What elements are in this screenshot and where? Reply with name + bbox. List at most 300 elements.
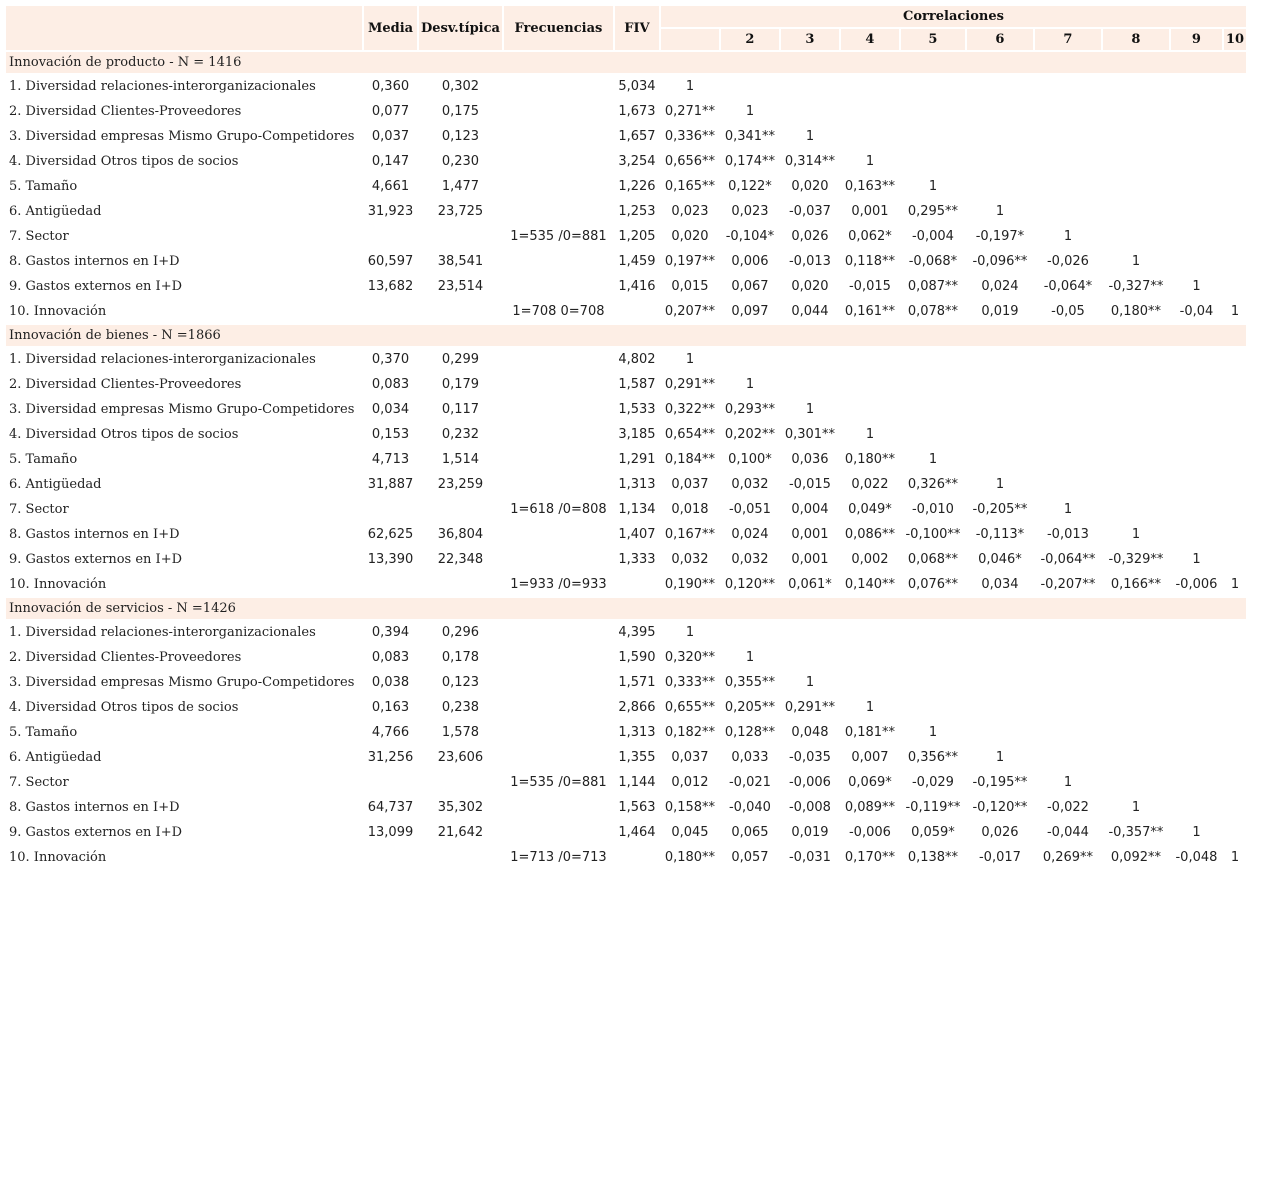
corr-value-6: 0,019 — [981, 304, 1019, 319]
table-row — [6, 548, 1246, 571]
fiv-value: 1,313 — [618, 477, 656, 492]
corr-value-10: 1 — [1230, 850, 1240, 865]
frecuencias-value: 1=708 0=708 — [512, 304, 605, 319]
corr-value-3 — [781, 100, 839, 123]
fiv-value: 1,333 — [618, 552, 656, 567]
corr-value-3: 0,044 — [791, 304, 829, 319]
table-row — [6, 250, 1246, 273]
desv-value: 1,477 — [441, 179, 480, 194]
corr-value-7 — [1035, 150, 1101, 173]
frecuencias-value — [504, 548, 613, 571]
corr-value-7 — [1035, 746, 1101, 769]
desv-value: 1,514 — [441, 452, 480, 467]
corr-value-6: -0,113* — [975, 527, 1025, 542]
corr-value-4: 0,181** — [844, 725, 896, 740]
corr-value-4 — [841, 671, 899, 694]
variable-label: 8. Gastos internos en I+D — [9, 254, 180, 269]
media-value: 0,163 — [371, 700, 410, 715]
corr-value-5 — [901, 75, 965, 98]
corr-value-4: 0,022 — [851, 477, 889, 492]
table-row — [6, 498, 1246, 521]
corr-value-4: 0,089** — [844, 800, 896, 815]
frecuencias-value — [504, 621, 613, 644]
corr-value-2: 0,024 — [731, 527, 769, 542]
fiv-value: 1,464 — [618, 825, 656, 840]
corr-value-5: 0,078** — [907, 304, 959, 319]
corr-value-8 — [1103, 671, 1169, 694]
corr-value-2: 1 — [745, 650, 755, 665]
corr-value-8: 1 — [1131, 527, 1141, 542]
corr-value-8 — [1103, 646, 1169, 669]
corr-value-4: 0,140** — [844, 577, 896, 592]
corr-value-6: -0,096** — [972, 254, 1028, 269]
table-row — [6, 225, 1246, 248]
media-value: 64,737 — [367, 800, 414, 815]
desv-value: 23,259 — [437, 477, 484, 492]
table-header — [6, 6, 1246, 50]
corr-value-9 — [1171, 373, 1222, 396]
corr-value-8: 0,180** — [1110, 304, 1162, 319]
corr-value-9 — [1171, 523, 1222, 546]
corr-value-8 — [1103, 398, 1169, 421]
corr-value-1: 0,165** — [664, 179, 716, 194]
fiv-value: 1,253 — [618, 204, 656, 219]
corr-value-10 — [1224, 75, 1246, 98]
corr-value-3: 1 — [805, 129, 815, 144]
corr-value-10 — [1224, 746, 1246, 769]
table-row — [6, 796, 1246, 819]
desv-value: 23,514 — [437, 279, 484, 294]
frecuencias-value: 1=933 /0=933 — [510, 577, 607, 592]
corr-value-4: 0,062* — [848, 229, 892, 244]
desv-value: 0,230 — [441, 154, 480, 169]
corr-value-1: 0,197** — [664, 254, 716, 269]
frecuencias-value — [504, 671, 613, 694]
table-row — [6, 846, 1246, 869]
corr-value-10 — [1224, 100, 1246, 123]
fiv-value: 1,571 — [618, 675, 656, 690]
fiv-value: 3,185 — [618, 427, 656, 442]
corr-value-2: 0,355** — [724, 675, 776, 690]
corr-value-9: 1 — [1192, 552, 1201, 567]
corr-value-4: 1 — [865, 700, 875, 715]
corr-value-5: -0,119** — [905, 800, 961, 815]
corr-value-10 — [1224, 125, 1246, 148]
table-row — [6, 523, 1246, 546]
corr-value-4 — [841, 75, 899, 98]
variable-label: 2. Diversidad Clientes-Proveedores — [9, 650, 242, 665]
corr-value-6 — [967, 621, 1033, 644]
variable-label: 5. Tamaño — [9, 179, 78, 194]
corr-value-7 — [1035, 348, 1101, 371]
fiv-value: 1,144 — [618, 775, 656, 790]
desv-value: 35,302 — [437, 800, 484, 815]
corr-value-10 — [1224, 448, 1246, 471]
corr-value-4: -0,006 — [848, 825, 891, 840]
desv-value: 36,804 — [437, 527, 484, 542]
corr-value-2 — [721, 75, 779, 98]
corr-value-3: 1 — [805, 402, 815, 417]
frecuencias-value — [504, 523, 613, 546]
corr-value-4: 0,170** — [844, 850, 896, 865]
frecuencias-value — [504, 746, 613, 769]
corr-value-4 — [841, 621, 899, 644]
corr-value-5 — [901, 646, 965, 669]
frecuencias-value — [504, 696, 613, 719]
corr-value-10 — [1224, 771, 1246, 794]
corr-value-8 — [1103, 473, 1169, 496]
frecuencias-value — [504, 75, 613, 98]
corr-value-6: -0,017 — [978, 850, 1021, 865]
fiv-value: 1,355 — [618, 750, 656, 765]
corr-value-1: 1 — [685, 352, 695, 367]
corr-value-10: 1 — [1230, 304, 1240, 319]
frecuencias-value: 1=535 /0=881 — [510, 775, 607, 790]
corr-value-7 — [1035, 125, 1101, 148]
media-value: 0,360 — [371, 79, 410, 94]
corr-value-1: 0,180** — [664, 850, 716, 865]
corr-value-3: -0,006 — [788, 775, 831, 790]
media-value: 0,083 — [371, 650, 410, 665]
variable-label: 8. Gastos internos en I+D — [9, 800, 180, 815]
corr-value-1: 0,045 — [671, 825, 709, 840]
corr-value-2: 0,128** — [724, 725, 776, 740]
variable-label: 1. Diversidad relaciones-interorganizacionales — [9, 352, 316, 367]
corr-value-7 — [1035, 646, 1101, 669]
corr-value-2: -0,104* — [725, 229, 775, 244]
corr-value-8: -0,327** — [1108, 279, 1164, 294]
corr-value-6 — [967, 125, 1033, 148]
corr-value-4: 0,002 — [851, 552, 889, 567]
corr-value-3: 0,019 — [791, 825, 829, 840]
corr-value-9 — [1171, 771, 1222, 794]
corr-value-7 — [1035, 175, 1101, 198]
table-row — [6, 573, 1246, 596]
corr-value-2: 0,097 — [731, 304, 769, 319]
corr-value-2: 0,293** — [724, 402, 776, 417]
header-corr-4: 4 — [841, 29, 899, 50]
desv-value: 0,123 — [441, 129, 480, 144]
corr-value-10 — [1224, 523, 1246, 546]
media-value — [364, 498, 417, 521]
corr-value-8 — [1103, 621, 1169, 644]
corr-value-9 — [1171, 473, 1222, 496]
table-row — [6, 373, 1246, 396]
corr-value-6 — [967, 448, 1033, 471]
corr-value-3: 0,020 — [791, 279, 829, 294]
corr-value-2: 0,023 — [731, 204, 769, 219]
corr-value-9 — [1171, 621, 1222, 644]
corr-value-5: -0,010 — [911, 502, 954, 517]
corr-value-7: 1 — [1063, 502, 1073, 517]
desv-value: 0,232 — [441, 427, 480, 442]
corr-value-2: -0,051 — [728, 502, 771, 517]
header-corr-7: 7 — [1035, 29, 1101, 50]
variable-label: 4. Diversidad Otros tipos de socios — [9, 427, 239, 442]
corr-value-7: -0,064* — [1043, 279, 1093, 294]
media-value: 4,713 — [371, 452, 410, 467]
corr-value-3 — [781, 373, 839, 396]
corr-value-9 — [1171, 175, 1222, 198]
fiv-value: 1,590 — [618, 650, 656, 665]
corr-value-9 — [1171, 250, 1222, 273]
desv-value: 23,606 — [437, 750, 484, 765]
header-empty-label — [6, 6, 362, 50]
header-frecuencias: Frecuencias — [504, 6, 613, 50]
variable-label: 3. Diversidad empresas Mismo Grupo-Competidores — [9, 129, 355, 144]
corr-value-1: 0,182** — [664, 725, 716, 740]
corr-value-9: -0,048 — [1175, 850, 1218, 865]
corr-value-4 — [841, 373, 899, 396]
desv-value: 0,238 — [441, 700, 480, 715]
corr-value-9 — [1171, 671, 1222, 694]
corr-value-8: 0,092** — [1110, 850, 1162, 865]
corr-value-10: 1 — [1230, 577, 1240, 592]
corr-value-1: 0,184** — [664, 452, 716, 467]
fiv-value: 4,802 — [618, 352, 656, 367]
corr-value-2: -0,021 — [728, 775, 771, 790]
corr-value-1: 0,656** — [664, 154, 716, 169]
corr-value-7 — [1035, 621, 1101, 644]
fiv-value: 1,416 — [618, 279, 656, 294]
corr-value-10 — [1224, 275, 1246, 298]
fiv-value: 1,291 — [618, 452, 656, 467]
corr-value-1: 0,012 — [671, 775, 709, 790]
corr-value-10 — [1224, 175, 1246, 198]
corr-value-10 — [1224, 398, 1246, 421]
corr-value-9: 1 — [1192, 825, 1201, 840]
corr-value-9 — [1171, 423, 1222, 446]
corr-value-3 — [781, 646, 839, 669]
desv-value: 0,117 — [441, 402, 480, 417]
variable-label: 9. Gastos externos en I+D — [9, 825, 183, 840]
frecuencias-value — [504, 150, 613, 173]
media-value: 62,625 — [367, 527, 414, 542]
frecuencias-value: 1=618 /0=808 — [510, 502, 607, 517]
corr-value-4: 0,007 — [851, 750, 889, 765]
corr-value-2: 0,202** — [724, 427, 776, 442]
corr-value-4: 0,001 — [851, 204, 889, 219]
fiv-value: 1,563 — [618, 800, 656, 815]
corr-value-5 — [901, 423, 965, 446]
corr-value-5: 1 — [928, 179, 938, 194]
header-corr-9: 9 — [1171, 29, 1222, 50]
corr-value-1: 0,271** — [664, 104, 716, 119]
corr-value-9 — [1171, 646, 1222, 669]
corr-value-5: 0,356** — [907, 750, 959, 765]
corr-value-9 — [1171, 348, 1222, 371]
corr-value-9 — [1171, 150, 1222, 173]
header-corr-10: 10 — [1224, 29, 1246, 50]
table-row — [6, 348, 1246, 371]
corr-value-1: 1 — [685, 625, 695, 640]
fiv-value: 5,034 — [618, 79, 656, 94]
frecuencias-value — [504, 250, 613, 273]
corr-value-3: 1 — [805, 675, 815, 690]
corr-value-5: 0,076** — [907, 577, 959, 592]
corr-value-1: 0,333** — [664, 675, 716, 690]
corr-value-2 — [721, 621, 779, 644]
corr-value-4: 0,069* — [848, 775, 892, 790]
frecuencias-value — [504, 398, 613, 421]
table-row — [6, 75, 1246, 98]
corr-value-6: 1 — [995, 204, 1005, 219]
corr-value-7: 0,269** — [1042, 850, 1094, 865]
corr-value-8 — [1103, 448, 1169, 471]
section-header-row — [6, 325, 1246, 346]
frecuencias-value — [504, 821, 613, 844]
corr-value-1: 0,023 — [671, 204, 709, 219]
variable-label: 2. Diversidad Clientes-Proveedores — [9, 377, 242, 392]
corr-value-1: 0,336** — [664, 129, 716, 144]
media-value: 0,147 — [371, 154, 410, 169]
corr-value-10 — [1224, 548, 1246, 571]
corr-value-3: 0,314** — [784, 154, 836, 169]
corr-value-9 — [1171, 696, 1222, 719]
corr-value-5: 0,326** — [907, 477, 959, 492]
desv-value: 0,178 — [441, 650, 480, 665]
corr-value-10 — [1224, 646, 1246, 669]
frecuencias-value — [504, 275, 613, 298]
variable-label: 9. Gastos externos en I+D — [9, 552, 183, 567]
corr-value-2: 0,032 — [731, 477, 769, 492]
corr-value-4: 0,180** — [844, 452, 896, 467]
corr-value-8: -0,357** — [1108, 825, 1164, 840]
corr-value-4 — [841, 646, 899, 669]
media-value: 4,661 — [371, 179, 410, 194]
corr-value-1: 0,190** — [664, 577, 716, 592]
corr-value-8 — [1103, 75, 1169, 98]
corr-value-7: -0,044 — [1046, 825, 1089, 840]
variable-label: 10. Innovación — [9, 577, 107, 592]
corr-value-7 — [1035, 200, 1101, 223]
desv-value: 38,541 — [437, 254, 484, 269]
media-value: 13,682 — [367, 279, 414, 294]
corr-value-2: 0,122* — [728, 179, 772, 194]
corr-value-8 — [1103, 498, 1169, 521]
corr-value-5 — [901, 621, 965, 644]
corr-value-3 — [781, 348, 839, 371]
corr-value-4: -0,015 — [848, 279, 891, 294]
corr-value-5: 0,068** — [907, 552, 959, 567]
table-row — [6, 671, 1246, 694]
corr-value-7: 1 — [1063, 775, 1073, 790]
corr-value-10 — [1224, 373, 1246, 396]
corr-value-8 — [1103, 771, 1169, 794]
corr-value-10 — [1224, 200, 1246, 223]
variable-label: 10. Innovación — [9, 304, 107, 319]
frecuencias-value — [504, 125, 613, 148]
frecuencias-value — [504, 646, 613, 669]
corr-value-4 — [841, 348, 899, 371]
corr-value-5: -0,068* — [908, 254, 958, 269]
variable-label: 7. Sector — [9, 502, 69, 517]
fiv-value: 1,226 — [618, 179, 656, 194]
corr-value-7 — [1035, 671, 1101, 694]
variable-label: 7. Sector — [9, 229, 69, 244]
corr-value-10 — [1224, 621, 1246, 644]
media-value: 0,370 — [371, 352, 410, 367]
table-row — [6, 746, 1246, 769]
corr-value-9 — [1171, 746, 1222, 769]
media-value — [364, 300, 417, 323]
corr-value-7: -0,026 — [1046, 254, 1089, 269]
table-row — [6, 721, 1246, 744]
corr-value-6: -0,195** — [972, 775, 1028, 790]
fiv-value — [615, 300, 659, 323]
desv-value — [419, 846, 502, 869]
fiv-value: 1,205 — [618, 229, 656, 244]
table-row — [6, 200, 1246, 223]
desv-value — [419, 300, 502, 323]
desv-value — [419, 498, 502, 521]
corr-value-5: 1 — [928, 725, 938, 740]
corr-value-5: 1 — [928, 452, 938, 467]
corr-value-8 — [1103, 150, 1169, 173]
desv-value: 0,296 — [441, 625, 480, 640]
corr-value-9 — [1171, 75, 1222, 98]
corr-value-7: -0,022 — [1046, 800, 1089, 815]
table-row — [6, 646, 1246, 669]
corr-value-8: -0,329** — [1108, 552, 1164, 567]
desv-value: 0,175 — [441, 104, 480, 119]
corr-value-8 — [1103, 746, 1169, 769]
corr-value-1: 0,158** — [664, 800, 716, 815]
corr-value-5 — [901, 150, 965, 173]
corr-value-3: 0,004 — [791, 502, 829, 517]
corr-value-3: 0,026 — [791, 229, 829, 244]
variable-label: 3. Diversidad empresas Mismo Grupo-Competidores — [9, 402, 355, 417]
variable-label: 1. Diversidad relaciones-interorganizacionales — [9, 79, 316, 94]
corr-value-8 — [1103, 125, 1169, 148]
corr-value-7 — [1035, 696, 1101, 719]
table-row — [6, 300, 1246, 323]
corr-value-10 — [1224, 250, 1246, 273]
corr-value-5 — [901, 671, 965, 694]
table-row — [6, 696, 1246, 719]
header-desv: Desv.típica — [419, 6, 502, 50]
corr-value-7 — [1035, 448, 1101, 471]
corr-value-9: 1 — [1192, 279, 1201, 294]
corr-value-4: 0,049* — [848, 502, 892, 517]
media-value: 31,923 — [367, 204, 414, 219]
variable-label: 5. Tamaño — [9, 452, 78, 467]
corr-value-9 — [1171, 796, 1222, 819]
fiv-value: 1,657 — [618, 129, 656, 144]
table-row — [6, 150, 1246, 173]
corr-value-5 — [901, 348, 965, 371]
corr-value-8 — [1103, 200, 1169, 223]
header-media: Media — [364, 6, 417, 50]
corr-value-8 — [1103, 225, 1169, 248]
corr-value-8: 1 — [1131, 800, 1141, 815]
corr-value-1: 0,207** — [664, 304, 716, 319]
corr-value-4: 0,163** — [844, 179, 896, 194]
corr-value-10 — [1224, 150, 1246, 173]
frecuencias-value — [504, 100, 613, 123]
table-row — [6, 423, 1246, 446]
desv-value: 23,725 — [437, 204, 484, 219]
corr-value-4: 0,161** — [844, 304, 896, 319]
corr-value-9 — [1171, 200, 1222, 223]
corr-value-7: -0,013 — [1046, 527, 1089, 542]
media-value: 0,077 — [371, 104, 410, 119]
corr-value-4: 1 — [865, 427, 875, 442]
corr-value-1: 0,291** — [664, 377, 716, 392]
corr-value-7 — [1035, 100, 1101, 123]
media-value — [364, 771, 417, 794]
corr-value-5 — [901, 696, 965, 719]
